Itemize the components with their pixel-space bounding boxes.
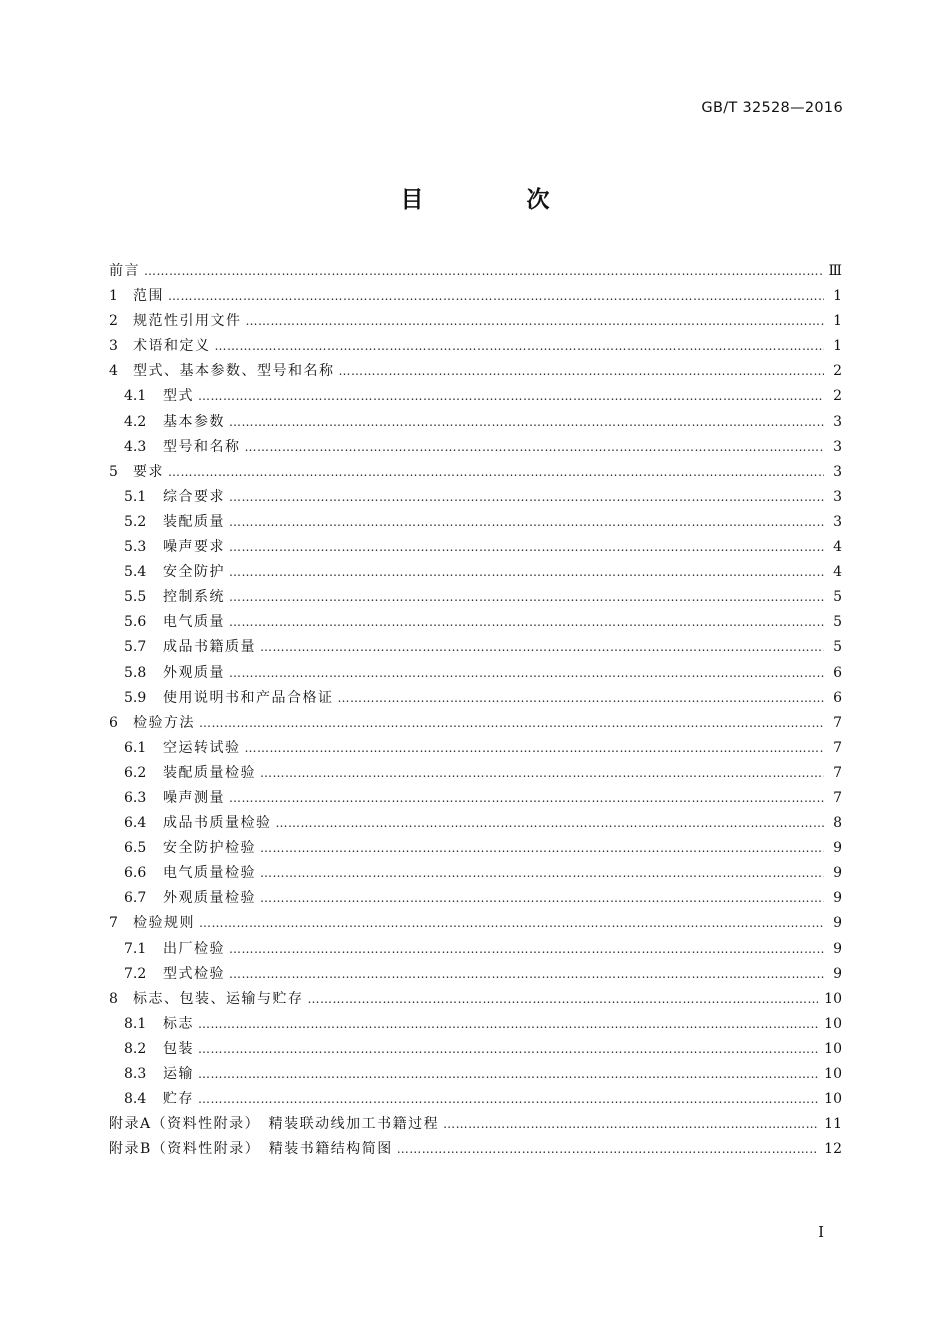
toc-entry-page: 2 bbox=[833, 363, 842, 380]
toc-entry-number: 6.4 bbox=[124, 815, 147, 832]
toc-dot-leader bbox=[397, 1142, 818, 1156]
toc-entry-number: 5.4 bbox=[124, 564, 147, 581]
toc-entry-number: 5.3 bbox=[124, 539, 147, 556]
toc-entry[interactable] bbox=[109, 662, 842, 687]
toc-entry[interactable] bbox=[109, 737, 842, 762]
toc-entry[interactable] bbox=[109, 360, 842, 385]
toc-entry-page: 4 bbox=[833, 564, 842, 581]
toc-dot-leader bbox=[215, 339, 825, 353]
toc-dot-leader bbox=[229, 490, 824, 504]
toc-entry-title: 成品书籍质量 bbox=[163, 639, 256, 656]
toc-entry-number: 5.7 bbox=[124, 639, 147, 656]
toc-entry-page: 5 bbox=[833, 639, 842, 656]
toc-entry[interactable] bbox=[109, 436, 842, 461]
toc-entry-title: 型号和名称 bbox=[163, 438, 241, 455]
toc-entry-number: 6.7 bbox=[124, 890, 147, 907]
toc-entry[interactable] bbox=[109, 1113, 842, 1138]
toc-entry-number: 6.3 bbox=[124, 789, 147, 806]
toc-entry-title: 检验规则 bbox=[133, 915, 195, 932]
page-title: 目 次 bbox=[400, 187, 590, 213]
toc-entry-page: 6 bbox=[833, 664, 842, 681]
toc-entry-number: 8.2 bbox=[124, 1040, 147, 1057]
toc-dot-leader bbox=[198, 1017, 818, 1031]
toc-dot-leader bbox=[229, 565, 824, 579]
toc-dot-leader bbox=[199, 916, 824, 930]
toc-entry-title: 安全防护检验 bbox=[163, 840, 256, 857]
toc-entry-title: 前言 bbox=[109, 263, 140, 279]
toc-entry-page: Ⅲ bbox=[828, 263, 842, 279]
toc-dot-leader bbox=[229, 942, 824, 956]
toc-dot-leader bbox=[260, 766, 824, 780]
toc-entry-number: 4.2 bbox=[124, 413, 147, 430]
toc-entry-number: 6.2 bbox=[124, 764, 147, 781]
toc-dot-leader bbox=[260, 841, 824, 855]
toc-dot-leader bbox=[338, 691, 825, 705]
toc-entry-page: 3 bbox=[833, 438, 842, 455]
toc-entry-number: 5.8 bbox=[124, 664, 147, 681]
toc-entry-page: 3 bbox=[833, 488, 842, 505]
toc-entry[interactable] bbox=[109, 335, 842, 360]
toc-entry-page: 9 bbox=[833, 890, 842, 907]
toc-entry-title: 噪声测量 bbox=[163, 789, 225, 806]
toc-entry-title: 型式 bbox=[163, 388, 194, 405]
toc-entry-number: 5 bbox=[109, 463, 118, 480]
toc-dot-leader bbox=[229, 540, 824, 554]
toc-dot-leader bbox=[198, 1067, 818, 1081]
toc-entry-page: 10 bbox=[824, 1091, 842, 1108]
toc-entry[interactable] bbox=[109, 285, 842, 310]
toc-dot-leader bbox=[198, 1092, 818, 1106]
toc-entry-number: 6.1 bbox=[124, 739, 147, 756]
toc-entry-number: 5.9 bbox=[124, 689, 147, 706]
toc-entry[interactable] bbox=[109, 837, 842, 862]
toc-entry-page: 7 bbox=[833, 789, 842, 806]
toc-entry-page: 7 bbox=[833, 739, 842, 756]
toc-entry-title: 术语和定义 bbox=[133, 338, 211, 355]
toc-entry[interactable] bbox=[109, 636, 842, 661]
toc-entry-title: 附录A（资料性附录） 精装联动线加工书籍过程 bbox=[109, 1116, 440, 1133]
toc-entry-page: 3 bbox=[833, 463, 842, 480]
toc-entry-title: 运输 bbox=[163, 1066, 194, 1082]
toc-entry-page: 5 bbox=[833, 614, 842, 631]
toc-entry-number: 7 bbox=[109, 915, 118, 932]
toc-entry[interactable] bbox=[109, 411, 842, 436]
toc-entry-page: 9 bbox=[833, 965, 842, 982]
toc-entry[interactable] bbox=[109, 586, 842, 611]
toc-entry-page: 3 bbox=[833, 513, 842, 530]
toc-entry-title: 附录B（资料性附录） 精装书籍结构简图 bbox=[109, 1141, 393, 1158]
toc-entry-page: 6 bbox=[833, 689, 842, 706]
toc-entry-number: 8.3 bbox=[124, 1066, 147, 1082]
toc-entry-title: 规范性引用文件 bbox=[133, 313, 242, 330]
toc-dot-leader bbox=[276, 816, 825, 830]
toc-entry-page: 7 bbox=[833, 714, 842, 731]
toc-entry-title: 装配质量检验 bbox=[163, 764, 256, 781]
toc-entry-title: 检验方法 bbox=[133, 714, 195, 731]
toc-dot-leader bbox=[229, 967, 824, 981]
toc-entry[interactable] bbox=[109, 385, 842, 410]
toc-entry[interactable] bbox=[109, 260, 842, 285]
toc-entry-page: 1 bbox=[833, 313, 842, 330]
page-number: I bbox=[818, 1223, 824, 1241]
toc-entry-title: 标志、包装、运输与贮存 bbox=[133, 990, 304, 1007]
toc-entry[interactable] bbox=[109, 712, 842, 737]
toc-dot-leader bbox=[229, 666, 824, 680]
toc-entry-title: 综合要求 bbox=[163, 488, 225, 505]
toc-entry[interactable] bbox=[109, 611, 842, 636]
standard-code: GB/T 32528—2016 bbox=[701, 100, 843, 116]
toc-entry-title: 装配质量 bbox=[163, 513, 225, 530]
toc-dot-leader bbox=[229, 515, 824, 529]
toc-entry-number: 8.1 bbox=[124, 1015, 147, 1032]
toc-entry-number: 3 bbox=[109, 338, 118, 355]
toc-dot-leader bbox=[199, 716, 824, 730]
toc-entry-page: 3 bbox=[833, 413, 842, 430]
toc-entry[interactable] bbox=[109, 1013, 842, 1038]
toc-entry-number: 6.6 bbox=[124, 865, 147, 882]
toc-entry-number: 8 bbox=[109, 990, 118, 1007]
toc-entry-title: 包装 bbox=[163, 1040, 194, 1057]
toc-entry-page: 8 bbox=[833, 815, 842, 832]
toc-entry-title: 范围 bbox=[133, 288, 164, 305]
toc-entry[interactable] bbox=[109, 787, 842, 812]
toc-entry-number: 1 bbox=[109, 288, 118, 305]
toc-entry-number: 5.5 bbox=[124, 589, 147, 606]
toc-dot-leader bbox=[168, 289, 824, 303]
toc-entry[interactable] bbox=[109, 862, 842, 887]
toc-dot-leader bbox=[308, 992, 819, 1006]
toc-entry[interactable] bbox=[109, 988, 842, 1013]
toc-entry-page: 12 bbox=[824, 1141, 842, 1158]
toc-entry[interactable] bbox=[109, 687, 842, 712]
toc-entry[interactable] bbox=[109, 536, 842, 561]
toc-entry-page: 2 bbox=[833, 388, 842, 405]
toc-entry[interactable] bbox=[109, 762, 842, 787]
toc-dot-leader bbox=[260, 891, 824, 905]
toc-entry-title: 标志 bbox=[163, 1015, 194, 1032]
toc-entry[interactable] bbox=[109, 1088, 842, 1113]
toc-entry-title: 出厂检验 bbox=[163, 940, 225, 957]
toc-entry[interactable] bbox=[109, 1063, 842, 1088]
toc-entry[interactable] bbox=[109, 511, 842, 536]
toc-dot-leader bbox=[144, 264, 822, 278]
toc-entry-page: 10 bbox=[824, 990, 842, 1007]
toc-dot-leader bbox=[168, 465, 824, 479]
toc-entry-page: 9 bbox=[833, 940, 842, 957]
toc-entry-title: 要求 bbox=[133, 463, 164, 480]
toc-dot-leader bbox=[246, 314, 825, 328]
toc-entry-number: 4.1 bbox=[124, 388, 147, 405]
toc-dot-leader bbox=[229, 590, 824, 604]
toc-entry-page: 4 bbox=[833, 539, 842, 556]
toc-entry[interactable] bbox=[109, 310, 842, 335]
toc-entry-page: 7 bbox=[833, 764, 842, 781]
toc-dot-leader bbox=[198, 389, 824, 403]
table-of-contents bbox=[109, 260, 842, 1163]
toc-entry[interactable] bbox=[109, 461, 842, 486]
toc-entry-title: 空运转试验 bbox=[163, 739, 241, 756]
toc-entry-page: 5 bbox=[833, 589, 842, 606]
toc-entry[interactable] bbox=[109, 1138, 842, 1163]
toc-entry-page: 11 bbox=[824, 1116, 842, 1133]
toc-entry-number: 4.3 bbox=[124, 438, 147, 455]
toc-entry-number: 5.6 bbox=[124, 614, 147, 631]
toc-entry-page: 10 bbox=[824, 1015, 842, 1032]
toc-entry-number: 5.2 bbox=[124, 513, 147, 530]
toc-dot-leader bbox=[245, 440, 825, 454]
toc-entry-page: 1 bbox=[833, 338, 842, 355]
toc-dot-leader bbox=[198, 1042, 818, 1056]
toc-dot-leader bbox=[229, 791, 824, 805]
toc-entry-number: 4 bbox=[109, 363, 118, 380]
toc-entry-page: 1 bbox=[833, 288, 842, 305]
toc-dot-leader bbox=[339, 364, 825, 378]
toc-entry[interactable] bbox=[109, 963, 842, 988]
toc-dot-leader bbox=[260, 866, 824, 880]
toc-entry-title: 贮存 bbox=[163, 1091, 194, 1108]
toc-entry[interactable] bbox=[109, 486, 842, 511]
toc-dot-leader bbox=[229, 415, 824, 429]
toc-entry-page: 9 bbox=[833, 840, 842, 857]
toc-entry-title: 成品书质量检验 bbox=[163, 815, 272, 832]
toc-entry-title: 控制系统 bbox=[163, 589, 225, 606]
toc-entry-title: 电气质量 bbox=[163, 614, 225, 631]
toc-entry[interactable] bbox=[109, 561, 842, 586]
toc-entry-page: 10 bbox=[824, 1066, 842, 1082]
toc-entry-title: 型式检验 bbox=[163, 965, 225, 982]
toc-entry-number: 7.2 bbox=[124, 965, 147, 982]
toc-entry[interactable] bbox=[109, 938, 842, 963]
toc-entry-title: 型式、基本参数、型号和名称 bbox=[133, 363, 335, 380]
toc-entry-number: 2 bbox=[109, 313, 118, 330]
toc-entry-number: 6 bbox=[109, 714, 118, 731]
toc-entry-page: 10 bbox=[824, 1040, 842, 1057]
toc-entry-title: 噪声要求 bbox=[163, 539, 225, 556]
toc-dot-leader bbox=[245, 741, 825, 755]
toc-dot-leader bbox=[260, 640, 824, 654]
toc-entry-number: 7.1 bbox=[124, 940, 147, 957]
toc-entry-number: 5.1 bbox=[124, 488, 147, 505]
toc-entry-page: 9 bbox=[833, 865, 842, 882]
toc-entry[interactable] bbox=[109, 887, 842, 912]
toc-entry-number: 8.4 bbox=[124, 1091, 147, 1108]
toc-entry[interactable] bbox=[109, 912, 842, 937]
toc-dot-leader bbox=[229, 615, 824, 629]
toc-entry[interactable] bbox=[109, 1038, 842, 1063]
toc-dot-leader bbox=[443, 1117, 818, 1131]
toc-entry-title: 电气质量检验 bbox=[163, 865, 256, 882]
toc-entry-page: 9 bbox=[833, 915, 842, 932]
toc-entry-title: 外观质量 bbox=[163, 664, 225, 681]
toc-entry[interactable] bbox=[109, 812, 842, 837]
toc-entry-number: 6.5 bbox=[124, 840, 147, 857]
toc-entry-title: 安全防护 bbox=[163, 564, 225, 581]
toc-entry-title: 基本参数 bbox=[163, 413, 225, 430]
toc-entry-title: 外观质量检验 bbox=[163, 890, 256, 907]
toc-entry-title: 使用说明书和产品合格证 bbox=[163, 689, 334, 706]
